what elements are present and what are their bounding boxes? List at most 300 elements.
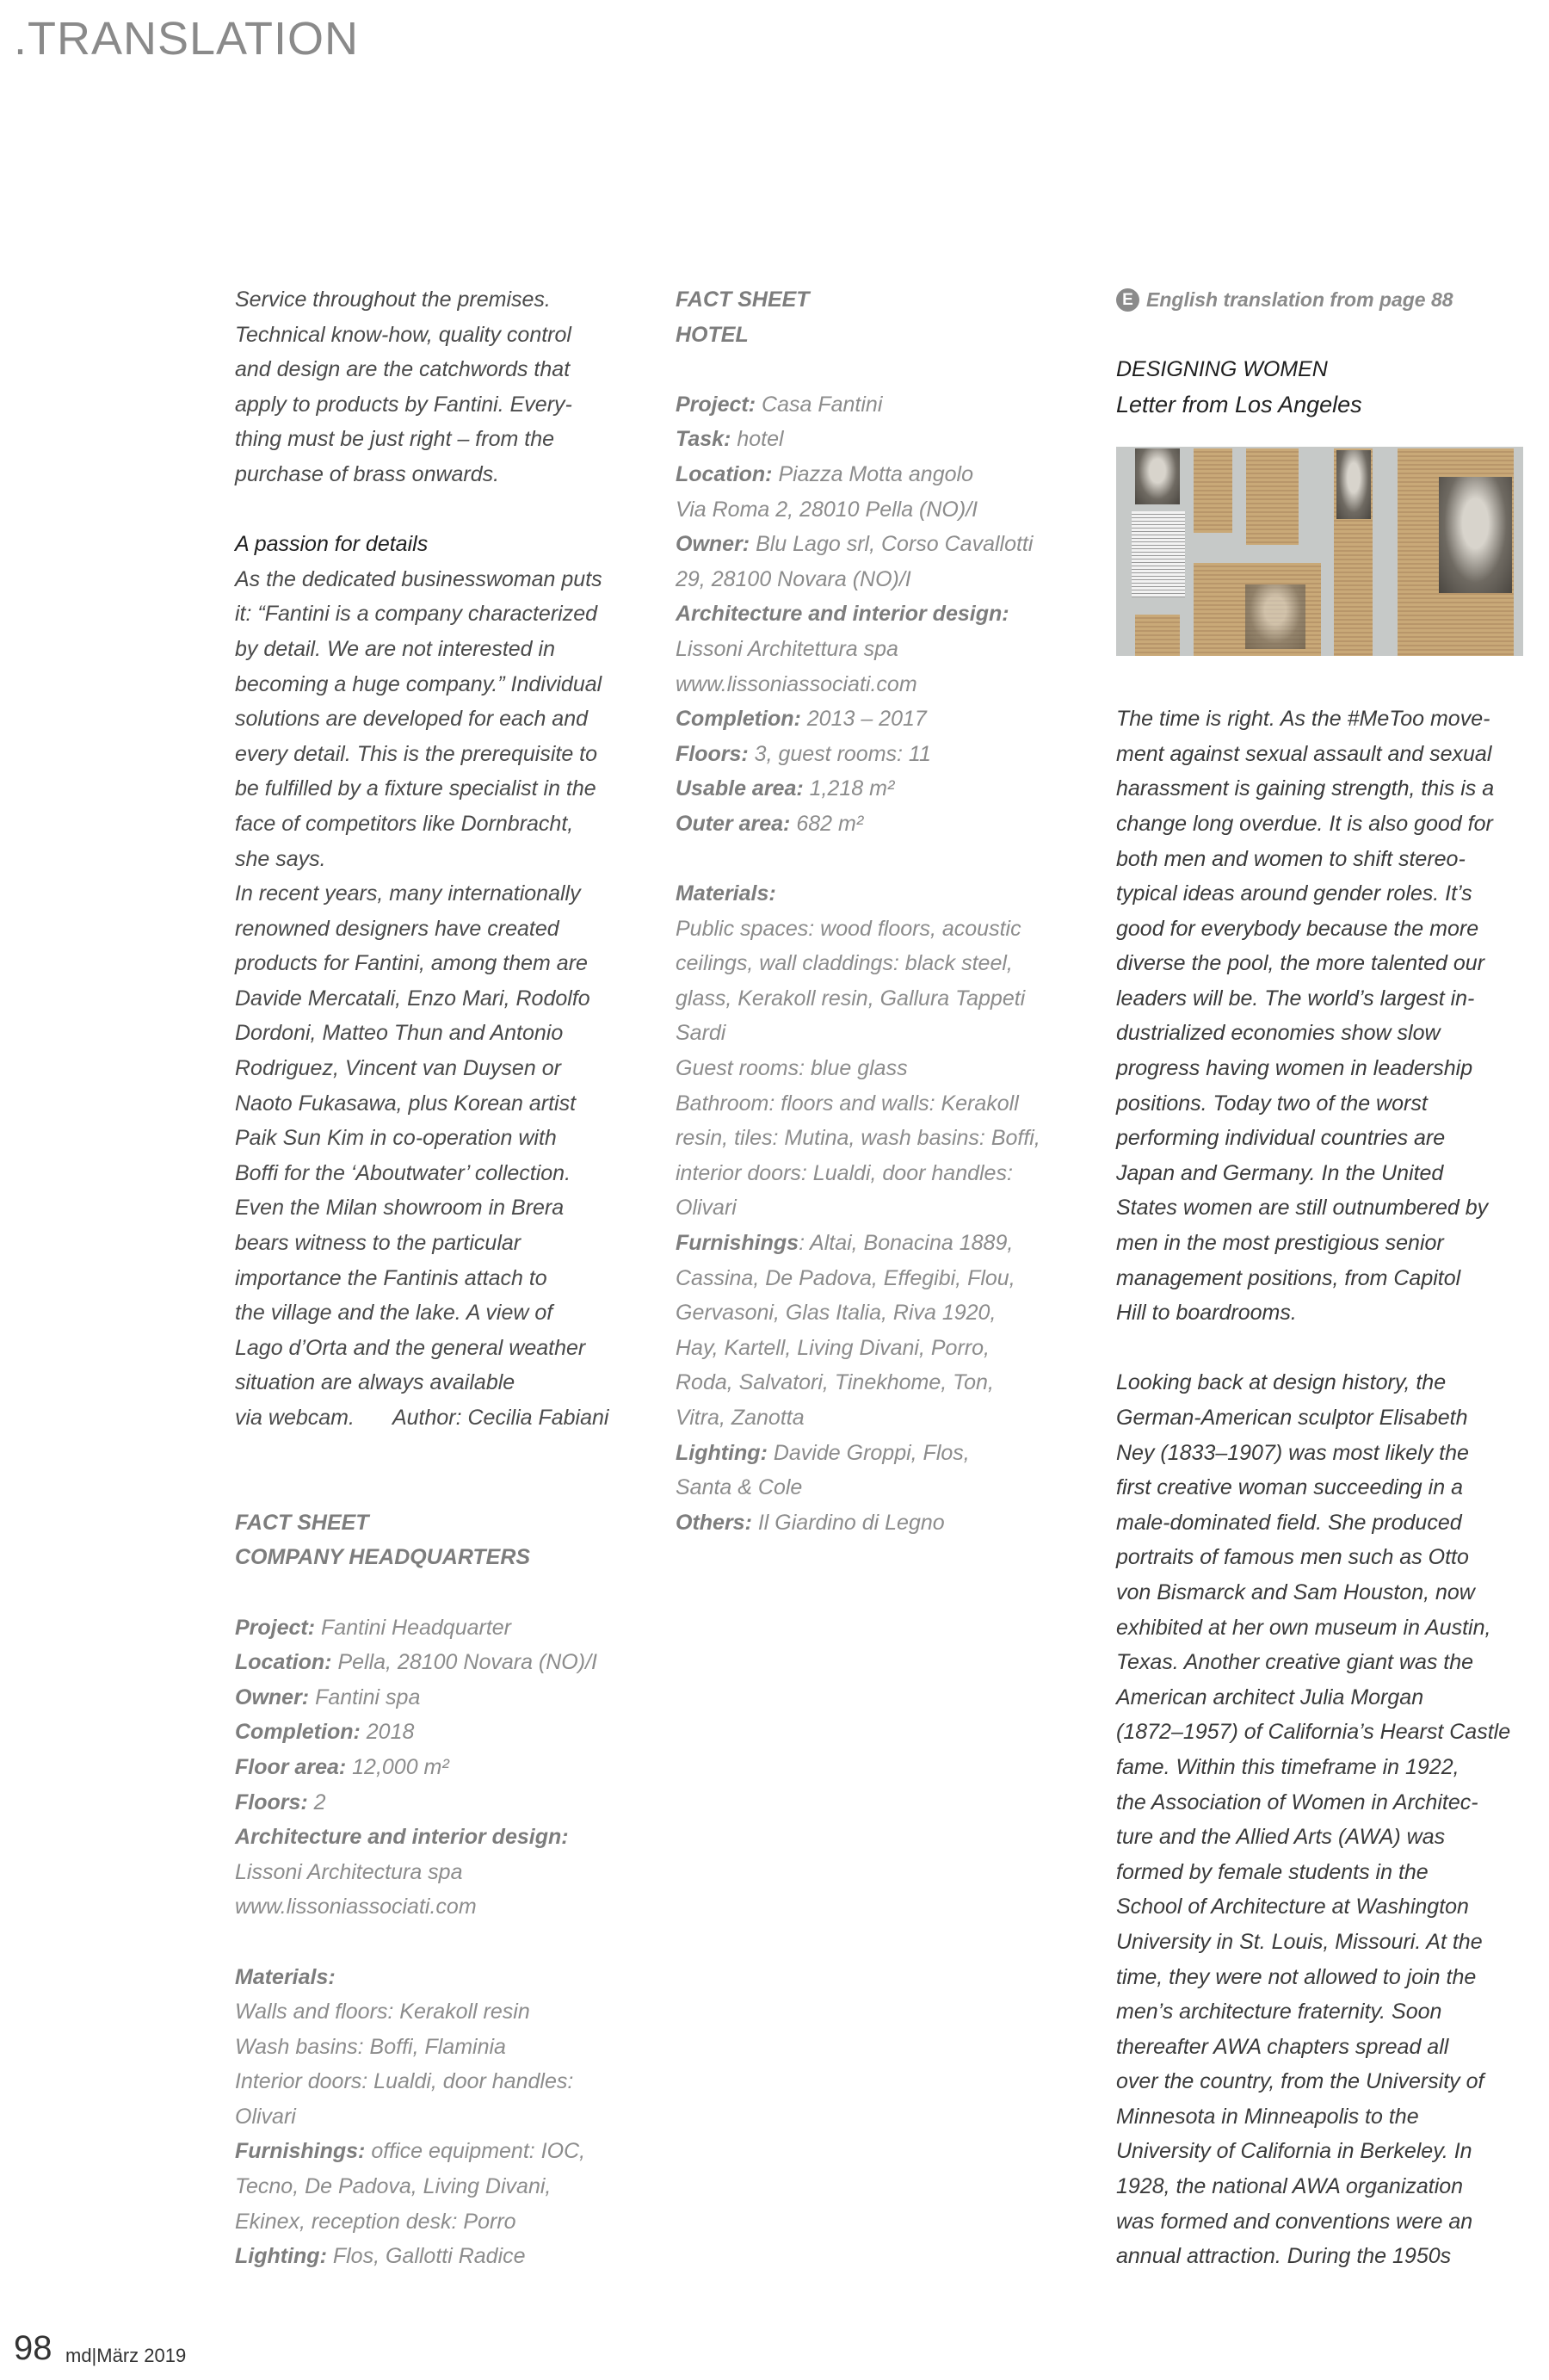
- fact-label: Materials:: [676, 881, 776, 906]
- text-line: [235, 387, 665, 423]
- text-line: [235, 1121, 665, 1156]
- text-line: [1116, 1855, 1529, 1890]
- text: In recent years, many internationally: [235, 881, 581, 906]
- text: Lago d’Orta and the general weather: [235, 1335, 586, 1360]
- blank-line: [235, 1436, 665, 1471]
- text: office equipment: IOC,: [365, 2139, 586, 2164]
- text: Fantini spa: [309, 1685, 421, 1709]
- text: 2018: [360, 1720, 415, 1745]
- text-line: [676, 1016, 1106, 1051]
- text-line: [235, 1750, 665, 1785]
- text: : Altai, Bonacina 1889,: [799, 1231, 1014, 1256]
- heading: A passion for details: [235, 532, 429, 557]
- text-line: [676, 912, 1106, 947]
- photo-clipping: [1439, 477, 1512, 593]
- middle-column: [676, 282, 1106, 1540]
- text-line: [235, 2064, 665, 2099]
- text-line: [1116, 1436, 1529, 1471]
- text: change long overdue. It is also good for: [1116, 811, 1493, 836]
- text: Minnesota in Minneapolis to the: [1116, 2104, 1419, 2129]
- text-line: [1116, 1261, 1529, 1296]
- text: Letter from Los Angeles: [1116, 391, 1362, 417]
- text: purchase of brass onwards.: [235, 461, 500, 486]
- text: Cassina, De Padova, Effegibi, Flou,: [676, 1265, 1015, 1290]
- text: States women are still outnumbered by: [1116, 1196, 1489, 1221]
- text: portraits of famous men such as Otto: [1116, 1545, 1469, 1570]
- text-line: [1116, 1680, 1529, 1715]
- text: 1928, the national AWA organization: [1116, 2174, 1464, 2199]
- text-line: [676, 1331, 1106, 1366]
- text-line: [235, 1226, 665, 1261]
- text-line: [1116, 282, 1529, 318]
- text-line: [1116, 1925, 1529, 1960]
- text-line: [235, 1400, 665, 1436]
- text-line: [235, 737, 665, 772]
- text-line: [676, 1400, 1106, 1436]
- text-line: [1116, 1051, 1529, 1086]
- text-line: [235, 632, 665, 667]
- text: Technical know-how, quality control: [235, 322, 571, 347]
- text: bears witness to the particular: [235, 1231, 521, 1256]
- text-line: [1116, 1190, 1529, 1226]
- text: As the dedicated businesswoman puts: [235, 566, 602, 591]
- magazine-issue: md|März 2019: [65, 2345, 187, 2366]
- text-line: [1116, 912, 1529, 947]
- text-line: [676, 737, 1106, 772]
- text: thereafter AWA chapters spread all: [1116, 2034, 1449, 2059]
- text-line: [235, 1331, 665, 1366]
- text: the village and the lake. A view of: [235, 1301, 553, 1326]
- text: ceilings, wall claddings: black steel,: [676, 951, 1013, 976]
- text: Blu Lago srl, Corso Cavallotti: [750, 532, 1034, 557]
- text: Looking back at design history, the: [1116, 1370, 1447, 1395]
- text: resin, tiles: Mutina, wash basins: Boffi,: [676, 1126, 1040, 1151]
- fact-label: Lighting:: [235, 2244, 327, 2269]
- text-line: [676, 632, 1106, 667]
- text: 2: [307, 1790, 326, 1814]
- fact-label: Architecture and interior design:: [235, 1825, 569, 1850]
- text: Lissoni Architectura spa: [235, 1859, 463, 1884]
- text-line: [676, 387, 1106, 423]
- text: Boffi for the ‘Aboutwater’ collection.: [235, 1160, 571, 1185]
- text: ture and the Allied Arts (AWA) was: [1116, 1825, 1446, 1850]
- text: positions. Today two of the worst: [1116, 1091, 1428, 1116]
- text-line: [1116, 1016, 1529, 1051]
- text: diverse the pool, the more talented our: [1116, 951, 1485, 976]
- text: interior doors: Lualdi, door handles:: [676, 1160, 1013, 1185]
- text-line: [676, 1156, 1106, 1191]
- text-line: [235, 1645, 665, 1680]
- text-line: [676, 807, 1106, 842]
- text-line: [1116, 946, 1529, 981]
- text-line: [1116, 1575, 1529, 1610]
- text-line: [676, 1226, 1106, 1261]
- text: Public spaces: wood floors, acoustic: [676, 916, 1021, 941]
- blank-line: [235, 492, 665, 528]
- text-line: [235, 876, 665, 912]
- text: Piazza Motta angolo: [772, 461, 973, 486]
- text: men in the most prestigious senior: [1116, 1231, 1444, 1256]
- text: Vitra, Zanotta: [676, 1406, 805, 1430]
- text: Interior doors: Lualdi, door handles:: [235, 2069, 574, 2094]
- text-line: [1116, 1820, 1529, 1855]
- text-line: [235, 667, 665, 702]
- text-line: [1116, 771, 1529, 807]
- text-line: [1116, 1994, 1529, 2030]
- text: becoming a huge company.” Individual: [235, 671, 602, 696]
- text: Paik Sun Kim in co-operation with: [235, 1126, 557, 1151]
- text-line: [235, 1610, 665, 1646]
- text: face of competitors like Dornbracht,: [235, 811, 574, 836]
- fact-label: HOTEL: [676, 322, 749, 347]
- text: 12,000 m²: [346, 1754, 449, 1779]
- text-line: [235, 1365, 665, 1400]
- text-line: [676, 527, 1106, 562]
- text-line: [676, 282, 1106, 318]
- text-line: [235, 597, 665, 632]
- text-line: [676, 1295, 1106, 1331]
- text-line: [235, 981, 665, 1017]
- text-line: [676, 562, 1106, 597]
- fact-label: Task:: [676, 427, 731, 452]
- text: via webcam.: [235, 1406, 355, 1430]
- text-line: [235, 422, 665, 457]
- text: management positions, from Capitol: [1116, 1265, 1461, 1290]
- fact-label: Project:: [235, 1615, 316, 1640]
- text: Dordoni, Matteo Thun and Antonio: [235, 1021, 564, 1046]
- text: exhibited at her own museum in Austin,: [1116, 1615, 1491, 1640]
- text-line: [235, 1889, 665, 1925]
- text-line: [235, 1261, 665, 1296]
- text-line: [235, 842, 665, 877]
- text-line: [676, 422, 1106, 457]
- text-line: [1116, 1505, 1529, 1541]
- text-line: [1116, 1400, 1529, 1436]
- text: Wash basins: Boffi, Flaminia: [235, 2034, 506, 2059]
- text: products for Fantini, among them are: [235, 951, 588, 976]
- text: thing must be just right – from the: [235, 427, 555, 452]
- text-line: [676, 1261, 1106, 1296]
- text: renowned designers have created: [235, 916, 559, 941]
- text-line: [676, 318, 1106, 353]
- text-line: [1116, 1889, 1529, 1925]
- text: situation are always available: [235, 1370, 515, 1395]
- text: Texas. Another creative giant was the: [1116, 1650, 1474, 1675]
- fact-label: Floor area:: [235, 1754, 347, 1779]
- text: Guest rooms: blue glass: [676, 1056, 908, 1081]
- text-line: [1116, 981, 1529, 1017]
- text: Via Roma 2, 28010 Pella (NO)/I: [676, 497, 978, 522]
- text-line: [235, 1086, 665, 1122]
- text-line: [1116, 1156, 1529, 1191]
- text: male-dominated field. She produced: [1116, 1510, 1462, 1535]
- text: harassment is gaining strength, this is a: [1116, 776, 1495, 801]
- text-line: [676, 1190, 1106, 1226]
- text: (1872–1957) of California’s Hearst Castle: [1116, 1720, 1511, 1745]
- text-line: [235, 1994, 665, 2030]
- text-line: [235, 1156, 665, 1191]
- text-line: [235, 2030, 665, 2065]
- blank-line: [1116, 667, 1529, 702]
- text-line: [1116, 1750, 1529, 1785]
- text-line: [235, 807, 665, 842]
- text: Pella, 28100 Novara (NO)/I: [331, 1650, 597, 1675]
- text: over the country, from the University of: [1116, 2069, 1484, 2094]
- text: Ekinex, reception desk: Porro: [235, 2209, 516, 2234]
- text-line: [676, 1505, 1106, 1541]
- blank-line: [235, 1575, 665, 1610]
- text-line: [235, 912, 665, 947]
- text-line: [235, 1785, 665, 1821]
- text: 29, 28100 Novara (NO)/I: [676, 566, 911, 591]
- text: ment against sexual assault and sexual: [1116, 741, 1492, 766]
- language-badge-icon: E: [1116, 288, 1139, 312]
- text-line: [1116, 2030, 1529, 2065]
- fact-label: FACT SHEET: [235, 1510, 369, 1535]
- blank-line: [1116, 1331, 1529, 1366]
- text-line: [1116, 1295, 1529, 1331]
- page-number: 98: [14, 2329, 52, 2367]
- text-line: [1116, 1365, 1529, 1400]
- text-line: [1116, 2099, 1529, 2135]
- text-line: [1116, 2204, 1529, 2240]
- fact-label: Outer area:: [676, 811, 791, 836]
- text: Olivari: [235, 2104, 296, 2129]
- text: Hill to boardrooms.: [1116, 1301, 1297, 1326]
- text: School of Architecture at Washington: [1116, 1895, 1469, 1919]
- text-line: [1116, 1785, 1529, 1821]
- text: Fantini Headquarter: [315, 1615, 511, 1640]
- text-line: [676, 946, 1106, 981]
- text: be fulfilled by a fixture specialist in the: [235, 776, 596, 801]
- text-line: [235, 1960, 665, 1995]
- text: progress having women in leadership: [1116, 1056, 1473, 1081]
- text: Davide Groppi, Flos,: [767, 1440, 970, 1465]
- text: it: “Fantini is a company characterized: [235, 602, 598, 627]
- text: German-American sculptor Elisabeth: [1116, 1406, 1468, 1430]
- text: performing individual countries are: [1116, 1126, 1446, 1151]
- portrait-clipping: [1135, 448, 1180, 504]
- text-line: [1116, 737, 1529, 772]
- text-line: [1116, 387, 1529, 423]
- text: formed by female students in the: [1116, 1859, 1429, 1884]
- fact-label: Furnishings: [676, 1231, 799, 1256]
- text: www.lissoniassociati.com: [676, 671, 917, 696]
- section-title: .TRANSLATION: [14, 13, 360, 65]
- fact-label: Floors:: [676, 741, 749, 766]
- text: typical ideas around gender roles. It’s: [1116, 881, 1472, 906]
- fact-label: Materials:: [235, 1964, 336, 1989]
- text-line: [1116, 1960, 1529, 1995]
- text-line: [1116, 1121, 1529, 1156]
- text: fame. Within this timeframe in 1922,: [1116, 1754, 1460, 1779]
- text: Gervasoni, Glas Italia, Riva 1920,: [676, 1301, 997, 1326]
- left-column: [235, 282, 665, 2274]
- author-credit: Author: Cecilia Fabiani: [392, 1406, 609, 1430]
- text: time, they were not allowed to join the: [1116, 1964, 1477, 1989]
- text: glass, Kerakoll resin, Gallura Tappeti: [676, 986, 1026, 1011]
- text-line: [1116, 842, 1529, 877]
- text-line: [235, 1855, 665, 1890]
- fact-label: Furnishings:: [235, 2139, 366, 2164]
- text: hotel: [731, 427, 784, 452]
- text-line: [1116, 702, 1529, 737]
- text: Flos, Gallotti Radice: [326, 2244, 526, 2269]
- text-line: [235, 2134, 665, 2169]
- text-line: [235, 562, 665, 597]
- text-line: [676, 492, 1106, 528]
- fact-label: Usable area:: [676, 776, 804, 801]
- text-line: [1116, 352, 1529, 387]
- text-line: [676, 702, 1106, 737]
- text-line: [235, 318, 665, 353]
- text-line: [676, 1436, 1106, 1471]
- text: solutions are developed for each and: [235, 707, 589, 732]
- text: The time is right. As the #MeToo move-: [1116, 707, 1490, 732]
- text: Casa Fantini: [756, 392, 883, 417]
- blank-line: [676, 352, 1106, 387]
- text: apply to products by Fantini. Every-: [235, 392, 572, 417]
- text: 3, guest rooms: 11: [748, 741, 931, 766]
- text-line: [235, 352, 665, 387]
- fact-label: Owner:: [676, 532, 750, 557]
- text-line: [235, 457, 665, 492]
- text-line: [235, 527, 665, 562]
- fact-label: FACT SHEET: [676, 287, 810, 312]
- text: Rodriguez, Vincent van Duysen or: [235, 1056, 561, 1081]
- text-line: [235, 2099, 665, 2135]
- text-line: [235, 2239, 665, 2274]
- text: Lissoni Architettura spa: [676, 636, 898, 661]
- fact-label: Completion:: [676, 707, 801, 732]
- text: University in St. Louis, Missouri. At the: [1116, 1929, 1483, 1954]
- fact-label: Location:: [676, 461, 773, 486]
- text: and design are the catchwords that: [235, 357, 571, 382]
- clipping: [1194, 448, 1232, 533]
- text: dustrialized economies show slow: [1116, 1021, 1441, 1046]
- fact-label: Architecture and interior design:: [676, 602, 1009, 627]
- text-line: [1116, 1715, 1529, 1750]
- text: American architect Julia Morgan: [1116, 1685, 1424, 1709]
- text-line: [1116, 2134, 1529, 2169]
- text: Sardi: [676, 1021, 726, 1046]
- clipping: [1135, 615, 1180, 656]
- blank-line: [676, 842, 1106, 877]
- text: University of California in Berkeley. In: [1116, 2139, 1472, 2164]
- text: Roda, Salvatori, Tinekhome, Ton,: [676, 1370, 994, 1395]
- text: Davide Mercatali, Enzo Mari, Rodolfo: [235, 986, 590, 1011]
- text-line: [676, 1086, 1106, 1122]
- text: good for everybody because the more: [1116, 916, 1479, 941]
- text-line: [1116, 2064, 1529, 2099]
- newspaper-clippings-photo: [1116, 447, 1523, 656]
- text: English translation from page 88: [1146, 288, 1453, 311]
- text-line: [676, 1051, 1106, 1086]
- text-line: [1116, 1086, 1529, 1122]
- text: von Bismarck and Sam Houston, now: [1116, 1579, 1475, 1604]
- text-line: [235, 702, 665, 737]
- text-line: [235, 1190, 665, 1226]
- text-line: [235, 2204, 665, 2240]
- clipping: [1246, 448, 1299, 545]
- text: 2013 – 2017: [800, 707, 927, 732]
- text: Santa & Cole: [676, 1475, 803, 1500]
- fact-label: Floors:: [235, 1790, 308, 1814]
- blank-line: [1116, 318, 1529, 353]
- text-line: [676, 667, 1106, 702]
- text: 682 m²: [790, 811, 864, 836]
- text-line: [676, 1365, 1106, 1400]
- text-line: [1116, 1610, 1529, 1646]
- fact-label: Completion:: [235, 1720, 361, 1745]
- fact-label: Project:: [676, 392, 756, 417]
- text-line: [676, 771, 1106, 807]
- text: both men and women to shift stereo-: [1116, 846, 1466, 871]
- text-line: [235, 1016, 665, 1051]
- text-line: [1116, 2239, 1529, 2274]
- text-line: [1116, 807, 1529, 842]
- text-line: [1116, 1470, 1529, 1505]
- text: was formed and conventions were an: [1116, 2209, 1473, 2234]
- text-line: [1116, 1226, 1529, 1261]
- fact-label: Owner:: [235, 1685, 310, 1709]
- text: she says.: [235, 846, 326, 871]
- text: every detail. This is the prerequisite to: [235, 741, 598, 766]
- text-line: [676, 457, 1106, 492]
- text-line: [676, 981, 1106, 1017]
- text: www.lissoniassociati.com: [235, 1895, 477, 1919]
- text: Even the Milan showroom in Brera: [235, 1196, 565, 1221]
- text-line: [235, 1505, 665, 1541]
- text: first creative woman succeeding in a: [1116, 1475, 1463, 1500]
- text-line: [676, 1470, 1106, 1505]
- text: Il Giardino di Legno: [751, 1510, 945, 1535]
- text-line: [1116, 1540, 1529, 1575]
- text-line: [676, 1121, 1106, 1156]
- text: the Association of Women in Architec-: [1116, 1790, 1478, 1814]
- text-line: [235, 946, 665, 981]
- text: Hay, Kartell, Living Divani, Porro,: [676, 1335, 990, 1360]
- text: Olivari: [676, 1196, 737, 1221]
- fact-label: Lighting:: [676, 1440, 768, 1465]
- blank-line: [235, 1470, 665, 1505]
- text-line: [676, 597, 1106, 632]
- text-line: [235, 2169, 665, 2204]
- text: leaders will be. The world’s largest in-: [1116, 986, 1475, 1011]
- portrait-clipping: [1336, 450, 1371, 519]
- heading: DESIGNING WOMEN: [1116, 357, 1328, 382]
- text: Japan and Germany. In the United: [1116, 1160, 1444, 1185]
- text-line: [235, 1540, 665, 1575]
- text: annual attraction. During the 1950s: [1116, 2244, 1452, 2269]
- text-line: [235, 1051, 665, 1086]
- text: Service throughout the premises.: [235, 287, 551, 312]
- text-line: [235, 771, 665, 807]
- fact-label: Others:: [676, 1510, 752, 1535]
- text-line: [1116, 1645, 1529, 1680]
- text: men’s architecture fraternity. Soon: [1116, 2000, 1442, 2025]
- text-line: [235, 1820, 665, 1855]
- photo-clipping: [1245, 584, 1305, 649]
- text-line: [235, 1715, 665, 1750]
- text-line: [235, 1295, 665, 1331]
- text: Ney (1833–1907) was most likely the: [1116, 1440, 1469, 1465]
- text: Bathroom: floors and walls: Kerakoll: [676, 1091, 1019, 1116]
- text: 1,218 m²: [803, 776, 895, 801]
- fact-label: Location:: [235, 1650, 332, 1675]
- clipping: [1132, 511, 1185, 597]
- text: Walls and floors: Kerakoll resin: [235, 2000, 530, 2025]
